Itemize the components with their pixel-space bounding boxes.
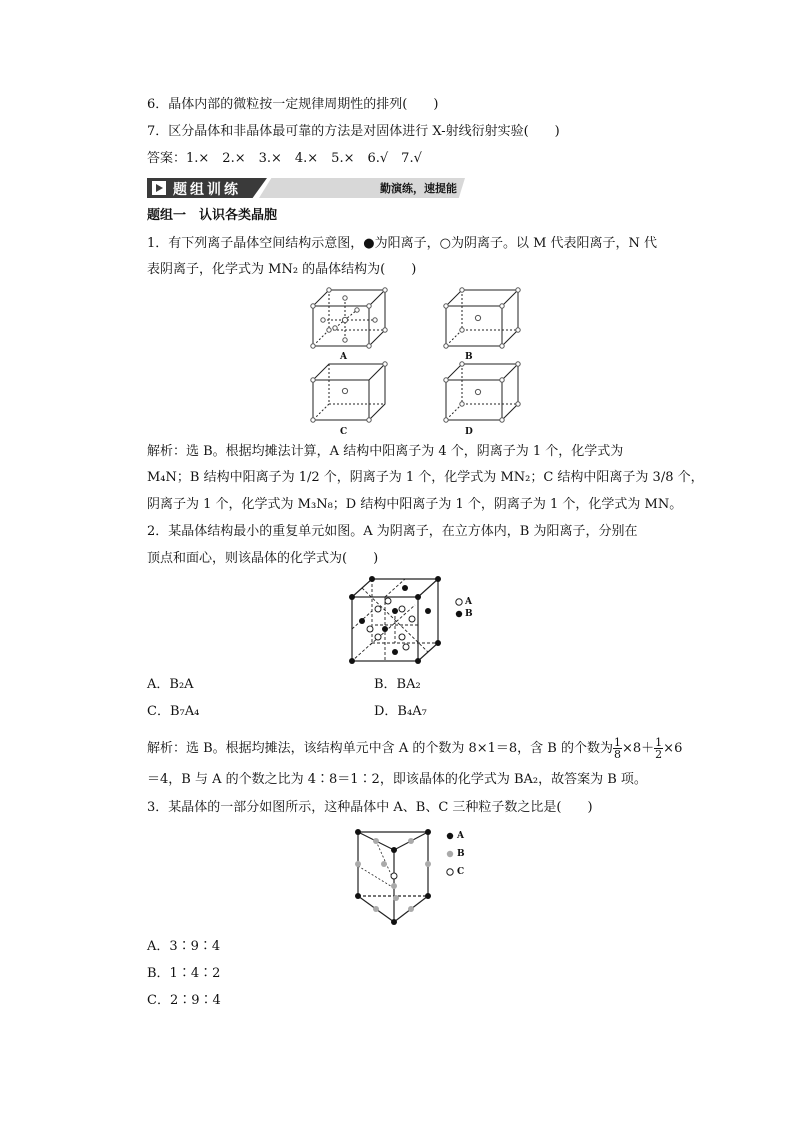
q3-option-a: A．3∶9∶4 bbox=[147, 939, 221, 954]
cube-a-label: A bbox=[340, 352, 347, 362]
banner-subtitle: 勤演练，速提能 bbox=[380, 182, 457, 195]
q1-analysis-3: 阴离子为 1 个，化学式为 M₃N₈；D 结构中阳离子为 1 个，阴离子为 1 个，化学式为 MN。 bbox=[147, 497, 683, 512]
legend-open-circle-icon bbox=[454, 597, 464, 607]
q1-line1: 1．有下列离子晶体空间结构示意图，●为阳离子，○为阴离子。以 M 代表阳离子，N 代 bbox=[147, 236, 658, 251]
q2-legend-a: A bbox=[465, 597, 472, 607]
q3-prism-figure bbox=[350, 826, 440, 928]
cube-c-label: C bbox=[340, 427, 348, 437]
answer-line: 答案：1.× 2.× 3.× 4.× 5.× 6.√ 7.√ bbox=[147, 151, 422, 166]
q2-option-b: B．BA₂ bbox=[374, 677, 421, 692]
cube-a-figure bbox=[305, 284, 395, 364]
q2-cell-figure bbox=[340, 575, 450, 670]
cube-c-figure bbox=[305, 358, 395, 430]
group-title: 题组一 认识各类晶胞 bbox=[147, 208, 278, 223]
section-banner bbox=[147, 178, 465, 198]
cube-d-figure bbox=[438, 358, 528, 430]
q1-analysis-2: M₄N；B 结构中阳离子为 1/2 个，阴离子为 1 个，化学式为 MN₂；C 结构中阳离子为 3/8 个， bbox=[147, 470, 704, 485]
q3-legend-b: B bbox=[457, 849, 465, 859]
statement-6: 6．晶体内部的微粒按一定规律周期性的排列( ) bbox=[147, 97, 439, 112]
q1-line2: 表阴离子，化学式为 MN₂ 的晶体结构为( ) bbox=[147, 262, 417, 277]
q2-analysis-2: ＝4，B 与 A 的个数之比为 4∶8＝1∶2，即该晶体的化学式为 BA₂，故答案为 B 项。 bbox=[147, 772, 647, 787]
q3-option-c: C．2∶9∶4 bbox=[147, 993, 221, 1008]
play-icon bbox=[152, 181, 166, 195]
q2-option-a: A．B₂A bbox=[147, 677, 194, 692]
q2-line1: 2．某晶体结构最小的重复单元如图。A 为阴离子，在立方体内，B 为阳离子，分别在 bbox=[147, 524, 638, 539]
statement-7: 7．区分晶体和非晶体最可靠的方法是对固体进行 X-射线衍射实验( ) bbox=[147, 124, 560, 139]
fraction-1-2: $\frac{1}{2}$ bbox=[655, 736, 663, 761]
q1-analysis-1: 解析：选 B。根据均摊法计算，A 结构中阳离子为 4 个，阴离子为 1 个，化学式为 bbox=[147, 444, 624, 459]
cube-d-label: D bbox=[465, 427, 473, 437]
cube-b-figure bbox=[438, 284, 528, 364]
q3-line1: 3．某晶体的一部分如图所示，这种晶体中 A、B、C 三种粒子数之比是( ) bbox=[147, 800, 593, 815]
legend-filled-circle-icon bbox=[454, 609, 464, 619]
q2-line2: 顶点和面心，则该晶体的化学式为( ) bbox=[147, 551, 379, 566]
legend-black-circle-icon bbox=[445, 831, 455, 841]
q2-legend-b: B bbox=[465, 609, 473, 619]
fraction-1-8: $\frac{1}{8}$ bbox=[614, 736, 621, 761]
q3-legend-c: C bbox=[457, 867, 465, 877]
q3-option-b: B．1∶4∶2 bbox=[147, 966, 221, 981]
q2-analysis-1: 解析：选 B。根据均摊法，该结构单元中含 A 的个数为 8×1＝8，含 B 的个数为 $\frac{1}{8}$ ×8＋ $\frac{1}{2}$ ×6 bbox=[147, 736, 683, 761]
q2-option-c: C．B₇A₄ bbox=[147, 704, 200, 719]
legend-gray-circle-icon bbox=[445, 849, 455, 859]
q3-legend-a: A bbox=[457, 831, 464, 841]
q2-option-d: D．B₄A₇ bbox=[374, 704, 427, 719]
cube-b-label: B bbox=[465, 352, 473, 362]
banner-title: 题组训练 bbox=[173, 182, 241, 198]
legend-white-circle-icon bbox=[445, 867, 455, 877]
